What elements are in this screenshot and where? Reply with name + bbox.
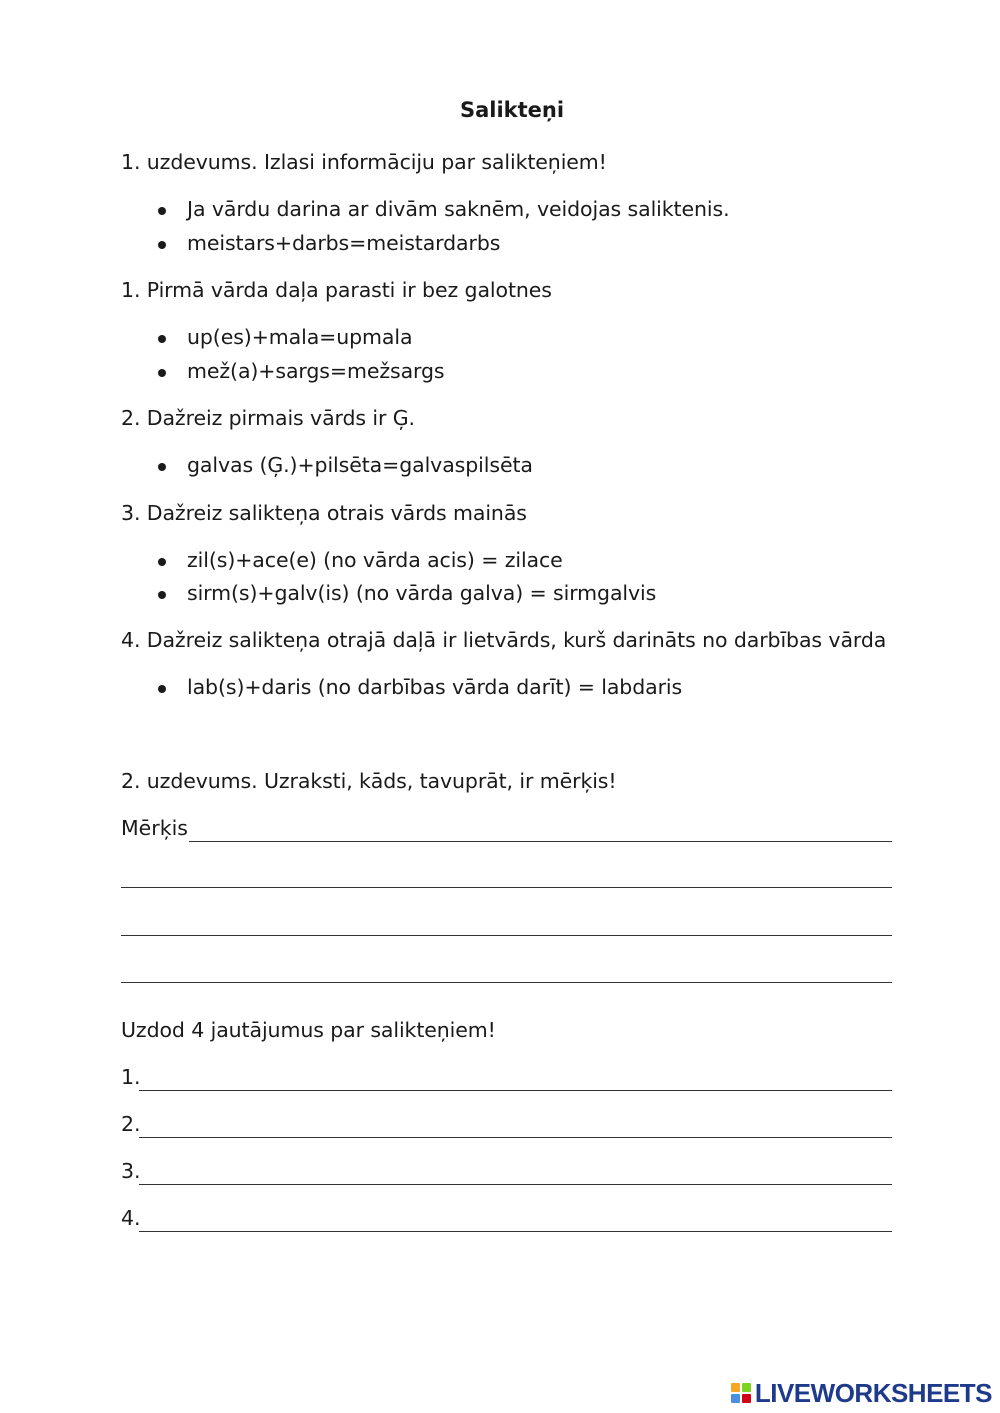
question-number: 3.	[121, 1159, 141, 1183]
logo-square	[731, 1394, 740, 1403]
task2-heading: 2. uzdevums. Uzraksti, kāds, tavuprāt, ir mērķis!	[121, 769, 617, 793]
bullet-icon	[158, 558, 166, 566]
question-field-3[interactable]	[121, 1159, 892, 1185]
goal-label: Mērķis	[121, 816, 188, 840]
rule3-heading: 3. Dažreiz salikteņa otrais vārds mainās	[121, 501, 527, 525]
logo-square	[731, 1383, 740, 1392]
bullet-icon	[158, 369, 166, 377]
answer-line	[121, 935, 892, 937]
goal-field-line[interactable]	[121, 910, 892, 936]
goal-field[interactable]	[121, 816, 892, 842]
page-title: Salikteņi	[459, 98, 565, 122]
answer-line	[121, 982, 892, 984]
question-field-4[interactable]	[121, 1206, 892, 1232]
bullet-icon	[158, 207, 166, 215]
rule2-heading: 2. Dažreiz pirmais vārds ir Ģ.	[121, 406, 415, 430]
question-field-2[interactable]	[121, 1112, 892, 1138]
question-number: 1.	[121, 1065, 141, 1089]
answer-line	[139, 1184, 892, 1186]
question-number: 4.	[121, 1206, 141, 1230]
question-number: 2.	[121, 1112, 141, 1136]
task1-heading: 1. uzdevums. Izlasi informāciju par salikteņiem!	[121, 150, 607, 174]
rule4-heading: 4. Dažreiz salikteņa otrajā daļā ir lietvārds, kurš darināts no darbības vārda	[121, 628, 887, 652]
bullet-icon	[158, 591, 166, 599]
answer-line	[139, 1137, 892, 1139]
logo-square	[742, 1394, 751, 1403]
logo-text: LIVEWORKSHEETS	[754, 1377, 992, 1408]
bullet-icon	[158, 241, 166, 249]
logo-square	[742, 1383, 751, 1392]
logo-grid-icon	[731, 1383, 751, 1403]
goal-field-line[interactable]	[121, 957, 892, 983]
liveworksheets-logo	[731, 1379, 992, 1407]
answer-line	[121, 887, 892, 889]
answer-line	[139, 1231, 892, 1233]
question-field-1[interactable]	[121, 1065, 892, 1091]
questions-heading: Uzdod 4 jautājumus par salikteņiem!	[121, 1018, 496, 1042]
bullet-icon	[158, 685, 166, 693]
rule1-heading: 1. Pirmā vārda daļa parasti ir bez galotnes	[121, 278, 552, 302]
bullet-icon	[158, 335, 166, 343]
bullet-icon	[158, 463, 166, 471]
goal-field-line[interactable]	[121, 862, 892, 888]
answer-line	[189, 841, 892, 843]
answer-line	[139, 1090, 892, 1092]
